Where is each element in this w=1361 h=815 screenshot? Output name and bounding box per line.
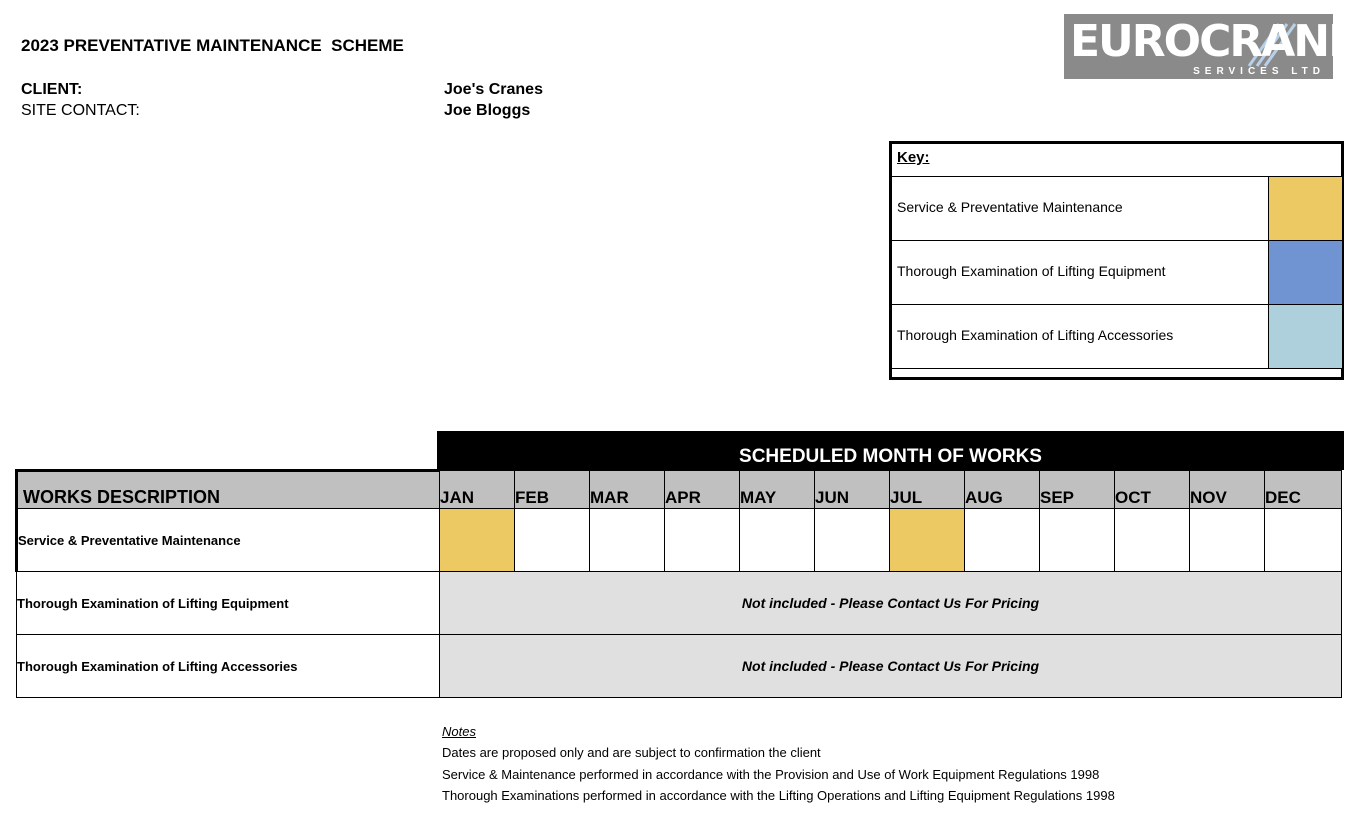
- note-line: Service & Maintenance performed in accordance with the Provision and Use of Work Equipment Regulations 1998: [442, 766, 1100, 782]
- key-row: [892, 305, 1341, 369]
- month-header: SEP: [1040, 471, 1115, 509]
- month-cell-jun: [815, 509, 890, 572]
- page-title: 2023 PREVENTATIVE MAINTENANCE SCHEME: [21, 36, 404, 55]
- month-header: FEB: [515, 471, 590, 509]
- month-cell-oct: [1115, 509, 1190, 572]
- schedule-table: [15, 469, 1342, 698]
- month-header: OCT: [1115, 471, 1190, 509]
- month-cell-dec: [1265, 509, 1342, 572]
- month-header: JUL: [890, 471, 965, 509]
- key-row: [892, 241, 1341, 305]
- note-line: Dates are proposed only and are subject to confirmation the client: [442, 745, 821, 761]
- key-label: Thorough Examination of Lifting Accessories: [897, 327, 1174, 343]
- month-header: APR: [665, 471, 740, 509]
- table-row: [17, 635, 1342, 698]
- table-row: [17, 572, 1342, 635]
- key-swatch-service: [1268, 177, 1342, 240]
- schedule-grid: [15, 469, 1342, 698]
- logo-subtitle: SERVICES LTD: [1193, 66, 1325, 77]
- month-cell-jul: [890, 509, 965, 572]
- note-line: Thorough Examinations performed in accordance with the Lifting Operations and Lifting Equipment Regulations 1998: [442, 787, 1115, 803]
- month-cell-sep: [1040, 509, 1115, 572]
- row-label-accessories: Thorough Examination of Lifting Accessories: [17, 635, 440, 698]
- month-header: NOV: [1190, 471, 1265, 509]
- row-label-equipment: Thorough Examination of Lifting Equipment: [17, 572, 440, 635]
- key-header: [892, 144, 1341, 177]
- row-label-service: Service & Preventative Maintenance: [17, 509, 440, 572]
- month-header: AUG: [965, 471, 1040, 509]
- logo-brand: EUROCRANE: [1070, 16, 1357, 67]
- notes-section: [442, 721, 1115, 806]
- month-header: MAR: [590, 471, 665, 509]
- month-header: DEC: [1265, 471, 1342, 509]
- month-cell-nov: [1190, 509, 1265, 572]
- month-header: MAY: [740, 471, 815, 509]
- not-included-message: Not included - Please Contact Us For Pricing: [440, 572, 1342, 635]
- eurocrane-logo: [1064, 14, 1357, 79]
- key-row: [892, 177, 1341, 241]
- key-label: Service & Preventative Maintenance: [897, 199, 1123, 215]
- key-heading: Key:: [897, 149, 930, 166]
- month-cell-aug: [965, 509, 1040, 572]
- client-value: Joe's Cranes: [444, 81, 543, 98]
- works-description-header: WORKS DESCRIPTION: [17, 471, 440, 509]
- site-contact-value: Joe Bloggs: [444, 102, 531, 119]
- client-label: CLIENT:: [21, 81, 83, 98]
- key-swatch-equipment: [1268, 241, 1342, 304]
- month-cell-mar: [590, 509, 665, 572]
- month-cell-may: [740, 509, 815, 572]
- month-cell-apr: [665, 509, 740, 572]
- schedule-header-row: [17, 471, 1342, 509]
- site-contact-label: SITE CONTACT:: [21, 102, 140, 119]
- key-label: Thorough Examination of Lifting Equipment: [897, 263, 1166, 279]
- month-cell-jan: [440, 509, 515, 572]
- month-cell-feb: [515, 509, 590, 572]
- key-legend: [889, 141, 1344, 380]
- schedule-heading: SCHEDULED MONTH OF WORKS: [437, 431, 1344, 470]
- month-header: JAN: [440, 471, 515, 509]
- table-row: [17, 509, 1342, 572]
- month-header: JUN: [815, 471, 890, 509]
- notes-title: Notes: [442, 724, 476, 739]
- not-included-message: Not included - Please Contact Us For Pricing: [440, 635, 1342, 698]
- key-swatch-accessories: [1268, 305, 1342, 368]
